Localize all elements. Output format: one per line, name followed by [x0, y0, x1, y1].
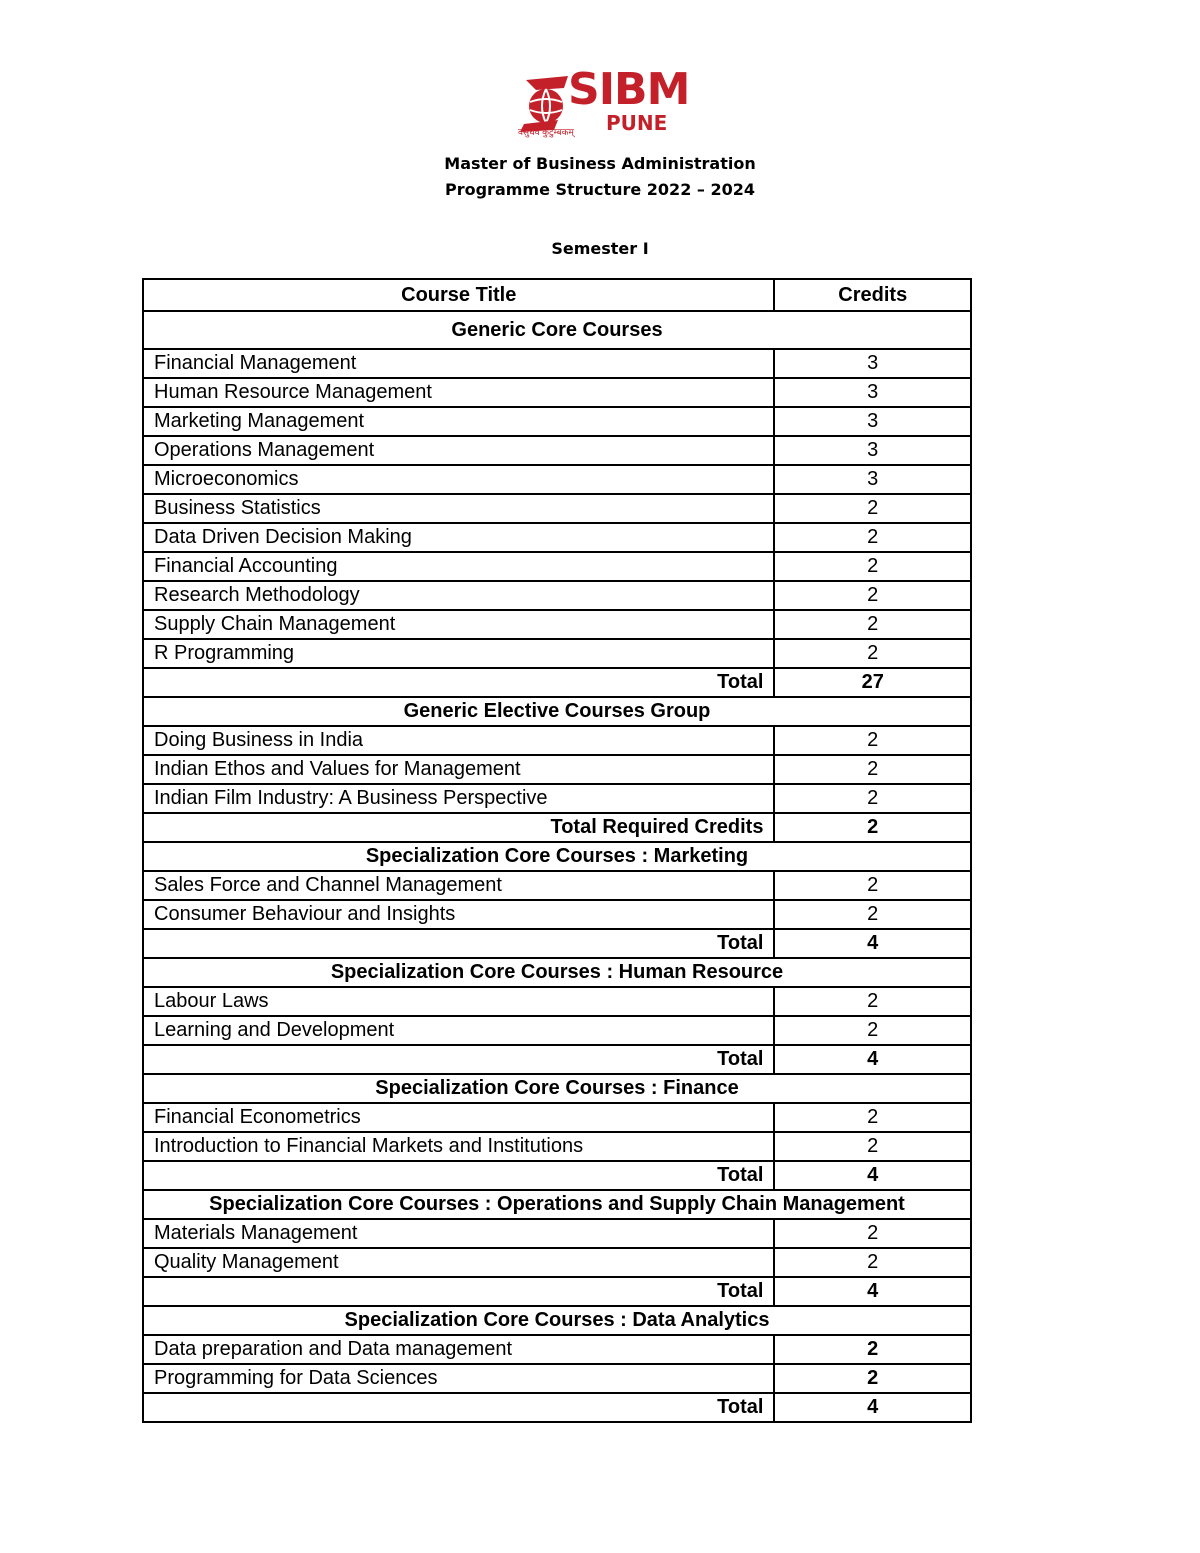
- course-title-cell: Programming for Data Sciences: [143, 1364, 774, 1393]
- sibm-logo: [518, 64, 690, 142]
- table-row: [143, 407, 971, 436]
- credits-cell: 3: [774, 407, 971, 436]
- credits-cell: 2: [774, 900, 971, 929]
- course-title-cell: Financial Econometrics: [143, 1103, 774, 1132]
- table-row: [143, 1016, 971, 1045]
- total-value: 4: [774, 1161, 971, 1190]
- logo-tagline: वसुधैव कुटुम्बकम्: [518, 127, 574, 137]
- group-title: Specialization Core Courses : Operations and Supply Chain Management: [143, 1190, 971, 1219]
- table-row: [143, 465, 971, 494]
- course-title-cell: Introduction to Financial Markets and Institutions: [143, 1132, 774, 1161]
- table-row: [143, 639, 971, 668]
- group-title: Specialization Core Courses : Data Analytics: [143, 1306, 971, 1335]
- credits-cell: 2: [774, 1219, 971, 1248]
- group-header-row: [143, 697, 971, 726]
- column-header-credits: Credits: [774, 279, 971, 311]
- document-title: Master of Business Administration: [444, 154, 756, 173]
- total-value: 4: [774, 1393, 971, 1422]
- credits-cell: 3: [774, 436, 971, 465]
- course-title-cell: Doing Business in India: [143, 726, 774, 755]
- course-title-cell: Supply Chain Management: [143, 610, 774, 639]
- table-row: [143, 1132, 971, 1161]
- group-header-row: [143, 311, 971, 349]
- group-header-row: [143, 842, 971, 871]
- table-row: [143, 1335, 971, 1364]
- total-row: [143, 813, 971, 842]
- course-title-cell: Indian Ethos and Values for Management: [143, 755, 774, 784]
- logo-wordmark: SIBM: [568, 64, 690, 115]
- table-header-row: [143, 279, 971, 311]
- column-header-course-title: Course Title: [143, 279, 774, 311]
- credits-cell: 2: [774, 552, 971, 581]
- table-row: [143, 1364, 971, 1393]
- credits-cell: 2: [774, 1016, 971, 1045]
- table-row: [143, 349, 971, 378]
- course-title-cell: Consumer Behaviour and Insights: [143, 900, 774, 929]
- total-label: Total Required Credits: [143, 813, 774, 842]
- group-title: Specialization Core Courses : Human Resource: [143, 958, 971, 987]
- course-title-cell: Human Resource Management: [143, 378, 774, 407]
- total-row: [143, 1161, 971, 1190]
- credits-cell: 3: [774, 349, 971, 378]
- group-header-row: [143, 958, 971, 987]
- table-row: [143, 755, 971, 784]
- course-title-cell: Business Statistics: [143, 494, 774, 523]
- credits-cell: 2: [774, 755, 971, 784]
- course-title-cell: Quality Management: [143, 1248, 774, 1277]
- table-row: [143, 1103, 971, 1132]
- course-title-cell: Microeconomics: [143, 465, 774, 494]
- course-title-cell: R Programming: [143, 639, 774, 668]
- group-title: Generic Core Courses: [143, 311, 971, 349]
- course-title-cell: Learning and Development: [143, 1016, 774, 1045]
- table-row: [143, 871, 971, 900]
- course-title-cell: Data preparation and Data management: [143, 1335, 774, 1364]
- total-value: 4: [774, 1277, 971, 1306]
- total-row: [143, 1393, 971, 1422]
- group-title: Generic Elective Courses Group: [143, 697, 971, 726]
- credits-cell: 2: [774, 639, 971, 668]
- course-title-cell: Marketing Management: [143, 407, 774, 436]
- total-row: [143, 929, 971, 958]
- programme-structure-table: [142, 278, 972, 1423]
- table-row: [143, 494, 971, 523]
- credits-cell: 2: [774, 1335, 971, 1364]
- credits-cell: 2: [774, 784, 971, 813]
- total-label: Total: [143, 668, 774, 697]
- group-header-row: [143, 1306, 971, 1335]
- total-value: 4: [774, 1045, 971, 1074]
- credits-cell: 2: [774, 581, 971, 610]
- credits-cell: 2: [774, 1364, 971, 1393]
- course-title-cell: Research Methodology: [143, 581, 774, 610]
- total-label: Total: [143, 929, 774, 958]
- table-row: [143, 784, 971, 813]
- semester-heading: Semester I: [551, 239, 649, 258]
- table-row: [143, 552, 971, 581]
- credits-cell: 2: [774, 494, 971, 523]
- credits-cell: 2: [774, 1248, 971, 1277]
- credits-cell: 2: [774, 987, 971, 1016]
- group-title: Specialization Core Courses : Finance: [143, 1074, 971, 1103]
- table-row: [143, 987, 971, 1016]
- globe-emblem-icon: [518, 74, 574, 132]
- course-title-cell: Indian Film Industry: A Business Perspective: [143, 784, 774, 813]
- table-row: [143, 726, 971, 755]
- group-header-row: [143, 1190, 971, 1219]
- table-row: [143, 436, 971, 465]
- table-row: [143, 581, 971, 610]
- course-title-cell: Financial Accounting: [143, 552, 774, 581]
- group-title: Specialization Core Courses : Marketing: [143, 842, 971, 871]
- document-subtitle: Programme Structure 2022 – 2024: [444, 180, 755, 199]
- total-row: [143, 1045, 971, 1074]
- table-row: [143, 1248, 971, 1277]
- total-value: 2: [774, 813, 971, 842]
- credits-cell: 3: [774, 378, 971, 407]
- total-label: Total: [143, 1161, 774, 1190]
- credits-cell: 2: [774, 726, 971, 755]
- logo-city: PUNE: [606, 111, 668, 135]
- credits-cell: 2: [774, 523, 971, 552]
- course-title-cell: Operations Management: [143, 436, 774, 465]
- table-row: [143, 610, 971, 639]
- credits-cell: 3: [774, 465, 971, 494]
- course-title-cell: Materials Management: [143, 1219, 774, 1248]
- credits-cell: 2: [774, 871, 971, 900]
- credits-cell: 2: [774, 610, 971, 639]
- total-label: Total: [143, 1045, 774, 1074]
- total-row: [143, 668, 971, 697]
- total-row: [143, 1277, 971, 1306]
- total-value: 4: [774, 929, 971, 958]
- total-value: 27: [774, 668, 971, 697]
- course-title-cell: Sales Force and Channel Management: [143, 871, 774, 900]
- total-label: Total: [143, 1277, 774, 1306]
- table-row: [143, 523, 971, 552]
- credits-cell: 2: [774, 1132, 971, 1161]
- total-label: Total: [143, 1393, 774, 1422]
- course-title-cell: Labour Laws: [143, 987, 774, 1016]
- table-row: [143, 378, 971, 407]
- table-row: [143, 900, 971, 929]
- group-header-row: [143, 1074, 971, 1103]
- table-body: [143, 311, 971, 1422]
- course-title-cell: Data Driven Decision Making: [143, 523, 774, 552]
- table-row: [143, 1219, 971, 1248]
- course-title-cell: Financial Management: [143, 349, 774, 378]
- credits-cell: 2: [774, 1103, 971, 1132]
